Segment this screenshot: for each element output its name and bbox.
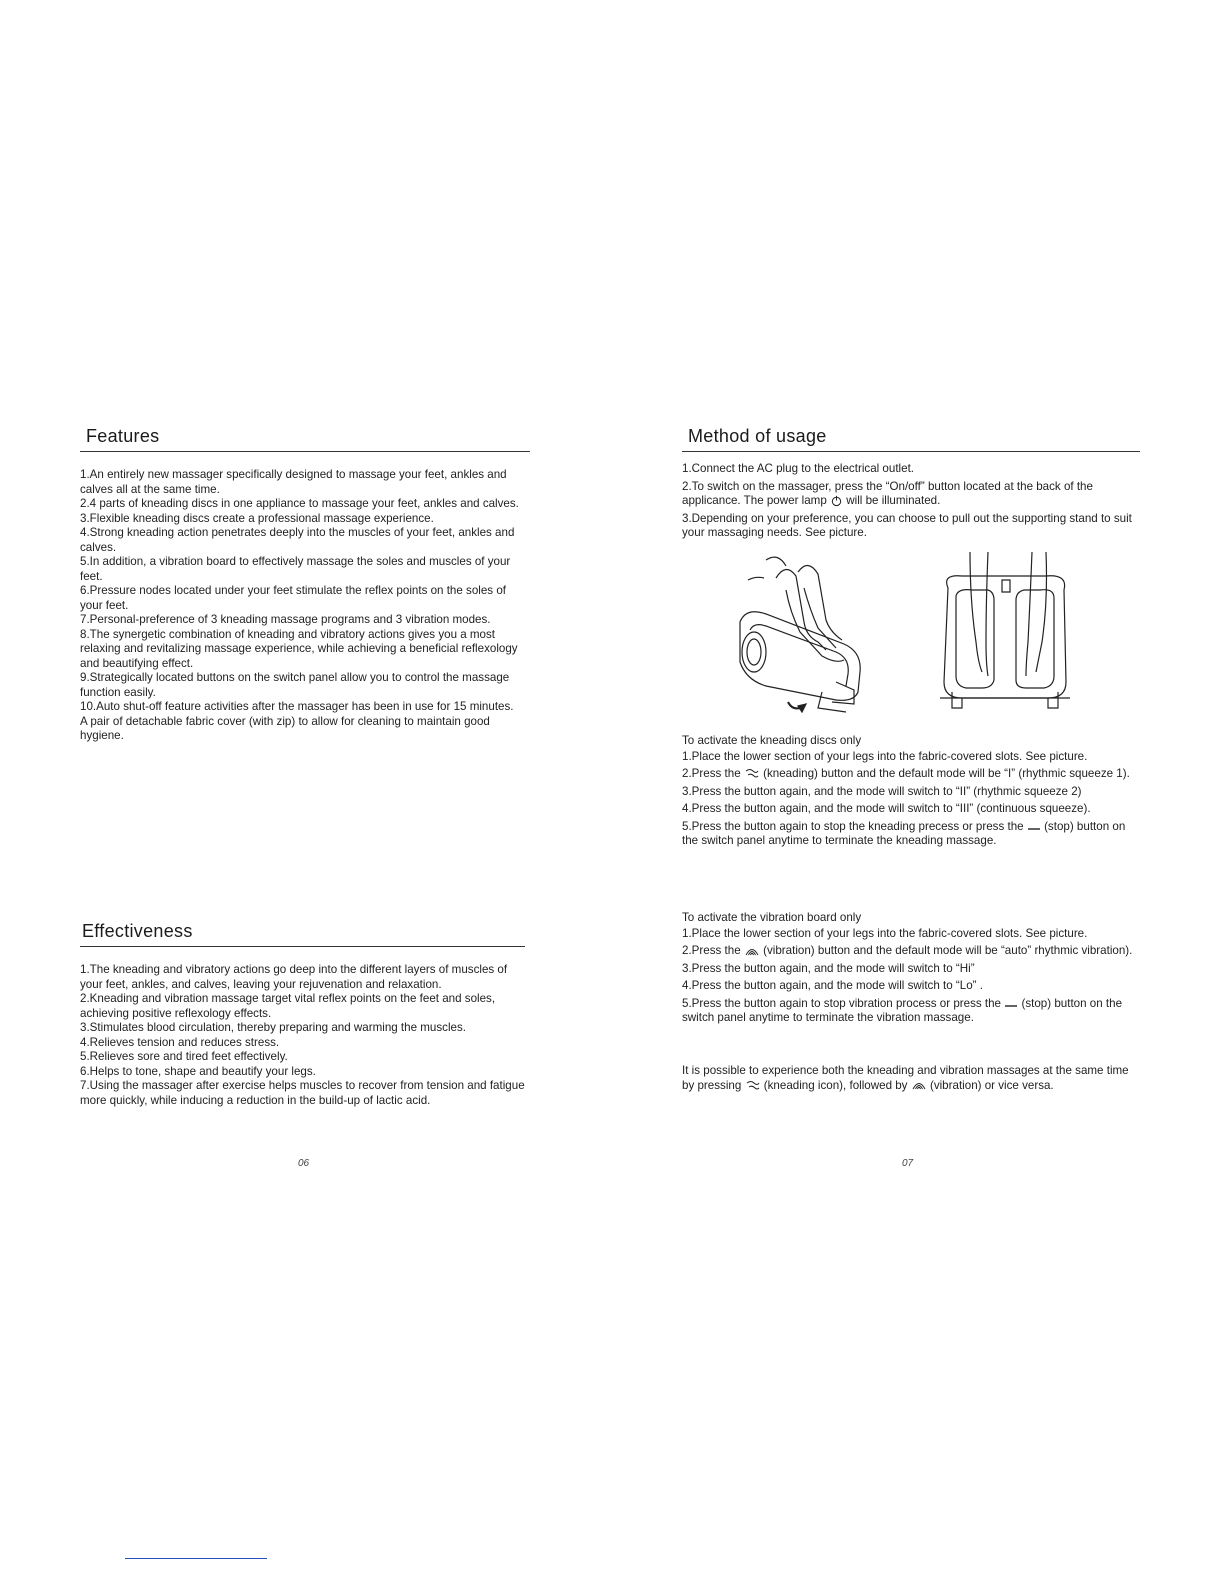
features-list-item: 4.Strong kneading action penetrates deeply into the muscles of your feet, ankles and calves. [80, 526, 515, 554]
effectiveness-heading: Effectiveness [80, 921, 525, 947]
kneading-step-4: 4.Press the button again, and the mode will switch to “III” (continuous squeeze). [682, 802, 1091, 815]
vibration-step-5-text-a: 5.Press the button again to stop vibration process or press the [682, 996, 1002, 1010]
effectiveness-list-item: 6.Helps to tone, shape and beautify your legs. [80, 1064, 316, 1078]
vibration-title: To activate the vibration board only [682, 911, 862, 924]
combined-note-text [682, 1064, 1140, 1093]
usage-heading: Method of usage [682, 426, 1140, 452]
features-list [80, 468, 530, 744]
kneading-step-5-text-a: 5.Press the button again to stop the kneading precess or press the [682, 819, 1024, 833]
kneading-step-1: 1.Place the lower section of your legs into the fabric-covered slots. See picture. [682, 749, 1088, 763]
vibration-step-2-text-b: (vibration) button and the default mode will be “auto” rhythmic vibration). [763, 944, 1133, 957]
vibration-step-2 [682, 944, 1140, 959]
usage-section [682, 426, 1140, 541]
kneading-icon [745, 1079, 761, 1092]
effectiveness-list-item: 1.The kneading and vibratory actions go deep into the different layers of muscles of your feet, ankles, and calves, leaving your rejuvenation and relaxation. [80, 963, 508, 991]
usage-step-2-text-b: will be illuminated. [846, 494, 941, 507]
features-list-item: 3.Flexible kneading discs create a professional massage experience. [80, 511, 434, 525]
usage-step-2 [682, 480, 1140, 509]
vibration-steps [682, 927, 1140, 1026]
effectiveness-list-item: 5.Relieves sore and tired feet effectively. [80, 1050, 288, 1063]
divider-line [125, 1558, 267, 1559]
kneading-step-2-text-b: (kneading) button and the default mode will be “I” (rhythmic squeeze 1). [763, 767, 1130, 780]
massager-side-view [740, 557, 860, 712]
features-list-item: 5.In addition, a vibration board to effectively massage the soles and muscles of your feet. [80, 555, 511, 583]
stop-icon [1027, 821, 1041, 831]
vibration-step-3: 3.Press the button again, and the mode will switch to “Hi” [682, 961, 975, 975]
combined-note-text-c: (vibration) or vice versa. [929, 1078, 1054, 1092]
combined-note-text-a: It is possible to experience both the kneading and vibration massages at the same time by pressing [682, 1064, 1129, 1092]
kneading-section [682, 734, 1140, 849]
usage-steps [682, 462, 1140, 541]
features-list-item: 1.An entirely new massager specifically designed to massage your feet, ankles and calves all at the same time. [80, 468, 507, 496]
features-heading: Features [80, 426, 530, 452]
vibration-step-1: 1.Place the lower section of your legs into the fabric-covered slots. See picture. [682, 926, 1088, 940]
kneading-step-3: 3.Press the button again, and the mode will switch to “II” (rhythmic squeeze 2) [682, 784, 1082, 798]
effectiveness-list-item: 2.Kneading and vibration massage target vital reflex points on the feet and soles, achieving positive reflexology effects. [80, 992, 496, 1020]
power-icon [830, 494, 843, 507]
features-list-item: 9.Strategically located buttons on the switch panel allow you to control the massage function easily. [80, 671, 510, 699]
massager-illustration [726, 552, 1086, 720]
effectiveness-list-item: 4.Relieves tension and reduces stress. [80, 1035, 280, 1049]
kneading-title: To activate the kneading discs only [682, 734, 862, 747]
kneading-icon [744, 767, 760, 780]
massager-front-view [940, 552, 1070, 708]
features-list-item: 2.4 parts of kneading discs in one appliance to massage your feet, ankles and calves. [80, 497, 519, 510]
vibration-icon [911, 1079, 927, 1091]
usage-step-1: 1.Connect the AC plug to the electrical outlet. [682, 462, 915, 475]
vibration-section [682, 911, 1140, 1026]
vibration-icon [744, 945, 760, 957]
features-list-item: 10.Auto shut-off feature activities after the massager has been in use for 15 minutes. [80, 700, 514, 713]
vibration-step-5 [682, 997, 1140, 1026]
kneading-step-2-text-a: 2.Press the [682, 767, 741, 780]
combined-note-text-b: (kneading icon), followed by [763, 1078, 908, 1092]
effectiveness-list-item: 7.Using the massager after exercise helps muscles to recover from tension and fatigue more quickly, while inducing a reduction in the build-up of lactic acid. [80, 1079, 525, 1107]
vibration-step-5-text-b: (stop) button on the switch panel anytime to terminate the vibration massage. [682, 996, 1123, 1024]
effectiveness-list-item: 3.Stimulates blood circulation, thereby preparing and warming the muscles. [80, 1021, 467, 1034]
vibration-step-4: 4.Press the button again, and the mode will switch to “Lo” . [682, 979, 983, 992]
usage-step-3: 3.Depending on your preference, you can choose to pull out the supporting stand to suit your massaging needs. See picture. [682, 511, 1132, 539]
features-list-item: 6.Pressure nodes located under your feet stimulate the reflex points on the soles of your feet. [80, 584, 506, 612]
kneading-step-5 [682, 820, 1140, 849]
usage-step-2-text-a: 2.To switch on the massager, press the “On/off” button located at the back of the applicance. The power lamp [682, 479, 1093, 507]
kneading-steps [682, 750, 1140, 849]
kneading-step-2 [682, 767, 1140, 782]
stop-icon [1004, 998, 1018, 1008]
page-number-right: 07 [902, 1158, 914, 1169]
page-number-left: 06 [298, 1158, 310, 1169]
features-list-item: A pair of detachable fabric cover (with zip) to allow for cleaning to maintain good hygiene. [80, 714, 490, 742]
effectiveness-section [80, 921, 525, 1108]
features-list-item: 7.Personal-preference of 3 kneading massage programs and 3 vibration modes. [80, 613, 491, 626]
combined-note [682, 1064, 1140, 1093]
features-list-item: 8.The synergetic combination of kneading and vibratory actions gives you a most relaxing and revitalizing massage experience, while achieving a beneficial reflexology and beautifying effect. [80, 627, 518, 670]
vibration-step-2-text-a: 2.Press the [682, 944, 741, 957]
kneading-step-5-text-b: (stop) button on the switch panel anytime to terminate the kneading massage. [682, 819, 1126, 847]
features-section [80, 426, 530, 744]
effectiveness-list [80, 963, 525, 1108]
